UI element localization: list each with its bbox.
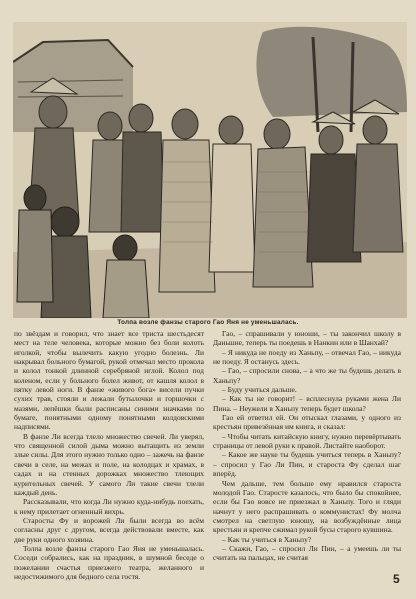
- paragraph: – Как ты учиться в Ханьпу?: [222, 534, 312, 544]
- paragraph: Гао ей ответил ей. Он отыскал глазами, у одного из крестьян привезённая им книга, и сказал:: [213, 413, 401, 432]
- paragraph: – Буду учиться дальше.: [222, 385, 297, 395]
- illustration-caption: Толпа возле фанзы старого Гао Яня не уменьшалась.: [117, 319, 299, 326]
- page-number: 5: [393, 572, 400, 586]
- paragraph: – Какое же науке ты будешь учиться теперь в Ханьпу? – спросил у Гао Ли Пин, и староста Фу сделал шаг вперёд.: [213, 450, 401, 479]
- paragraph: по звёздам и говорил, что знает все триста шестьдесят мест на теле человека, которые можно без боли колоть иголкой, чтобы вылечить какую угодно болезнь. Ли накрывал больного бумагой, рукой отмечал место прокола и колол тонкой длинной серебряной иглой. Колол под коленом, если у больного болел живот, от кашля колол в пятку левой ноги. В фанзе «живого бога» висели пучки сухих трав, стояли и лежали бутылочки и горшочки с мазями, лепёшки были расписаны синими значками по бумаге, понятными одному понятными колдовскими надписями.: [14, 329, 204, 432]
- paragraph: Старосты Фу и ворожей Ли были всегда во всём согласны друг с другом, всегда действовали вместе, как две руки одного хозяина.: [14, 515, 204, 544]
- crowd-drawing: [13, 22, 407, 318]
- paragraph: Толпа возле фанзы старого Гао Яня не уменьшалась. Соседи собрались, как на праздник, в шумной беседе о пожелании счастья приезжего театра, желанного и недостижимого для бедного села гостя.: [14, 543, 204, 581]
- paragraph: Гао, – спрашивали у юноши, – ты закончил школу в Даньшне, теперь ты поедешь в Нанкин или в Шанхай?: [213, 329, 401, 348]
- paragraph: – Чтобы читать китайскую книгу, нужно перевёртывать страницы от левой руки к правой. Листайте наоборот.: [213, 431, 401, 451]
- paragraph: – Скажи, Гао, – спросил Ли Пин, – а умеешь ли ты считать на пальцах, не считая: [213, 543, 401, 563]
- text-column-left: [14, 329, 204, 591]
- paragraph: Рассказывали, что когда Ли нужно куда-нибудь поехать, к нему прилетает огненный вихрь.: [14, 497, 204, 516]
- paragraph: – Гао, – спросили снова, – а что же ты будешь делать в Ханьпу?: [213, 366, 401, 385]
- paragraph: В фанзе Ли всегда тлело множество свечей. Ли уверял, что священной силой дыма можно вытащить из земли злые силы. Для этого нужно только одно – зажечь на фанзе свечи в селе, на межах и поле, на колодцах и храмах, в садах и на стенных дорожках множество тлеющих курительных свечей. У самого Ли такие свечи тлели каждый день.: [14, 431, 204, 497]
- paragraph: – Как ты не говорит! – всплеснула руками жена Ли Пина. – Неужели в Ханьпу теперь будет школа?: [213, 394, 401, 413]
- illustration: [13, 22, 407, 318]
- text-column-right: [213, 329, 401, 591]
- paragraph: – Я никуда не поеду из Ханьпу, – отвечал Гао, – никуда не поеду. Я останусь здесь.: [213, 347, 401, 367]
- paragraph: Чем дальше, тем больше ему нравился староста молодой Гао. Старосте казалось, что было бы спокойнее, если бы Гао вовсе не приезжал в Ханьпу. Того и гляди начнут у него распрашивать о коммунистах! Фу молча смотрел на светлую юношу, на возбуждённые лица крестьян и крепче сжимал рукой бусы старого кувшина.: [213, 478, 401, 535]
